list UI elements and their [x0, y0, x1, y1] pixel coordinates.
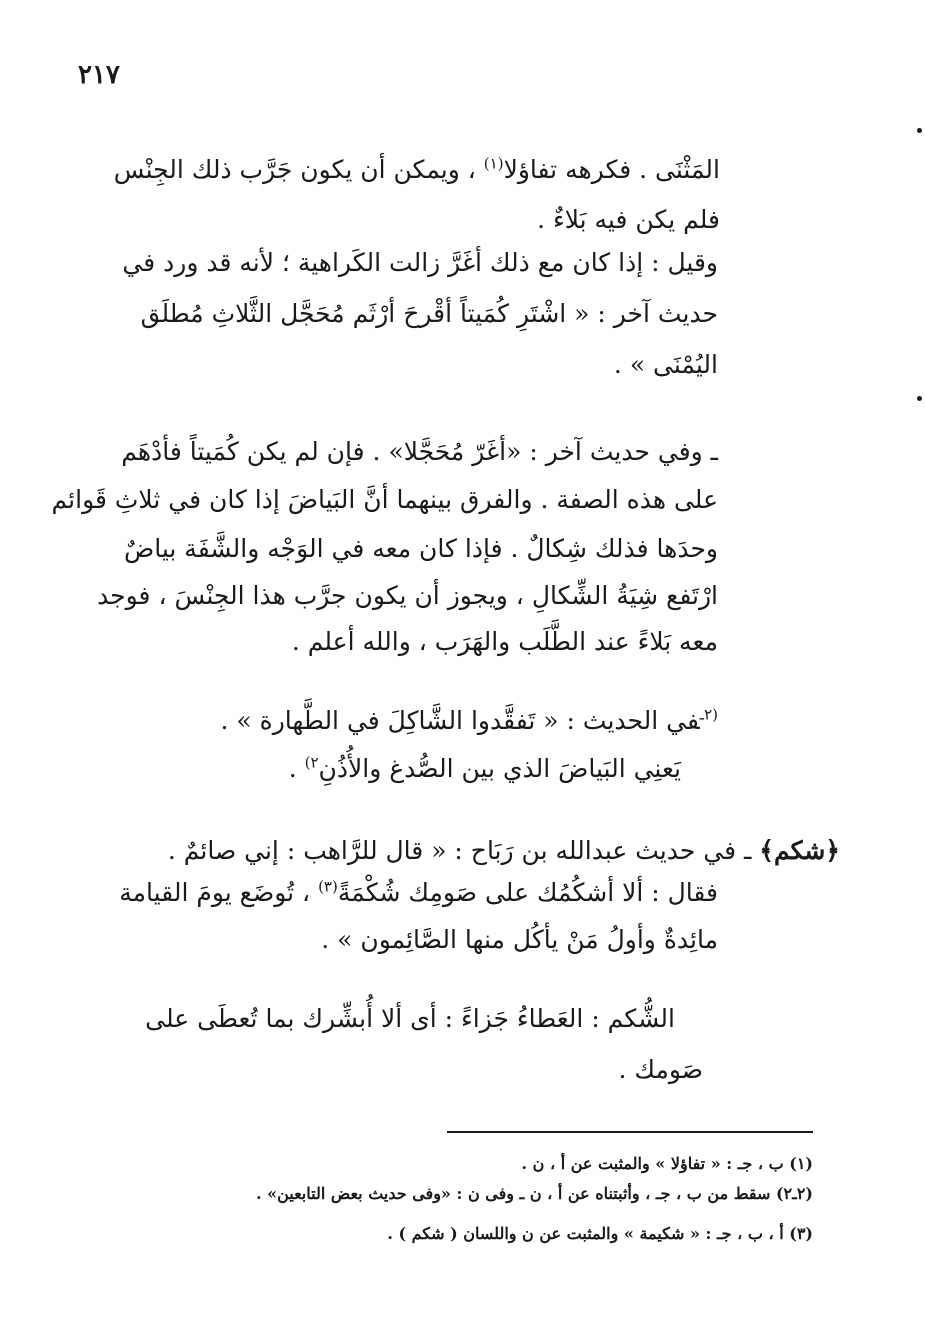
- text-line: [168, 831, 840, 871]
- text-segment: ، ويمكن أن يكون جَرَّب ذلك الجِنْس: [113, 155, 476, 184]
- footnote-ref: (٢ـ: [699, 705, 718, 724]
- text-line: [114, 150, 720, 190]
- text-line: حديث آخر : « اشْتَرِ كُمَيتاً أقْرحَ أرْثَم مُحَجَّل الثَّلاثِ مُطلَق: [140, 299, 718, 328]
- text-segment: فقال : ألا أشكُمُك على صَومِك شُكْمَةً: [337, 878, 718, 907]
- text-line: على هذه الصفة . والفرق بينهما أنَّ البَياضَ إذا كان في ثلاثِ قَوائم: [51, 485, 718, 514]
- text-segment: ، تُوضَع يومَ القيامة: [119, 878, 311, 907]
- margin-dot: [917, 128, 922, 133]
- text-line: الشُّكم : العَطاءُ جَزاءً : أى ألا أُبشِّرك بما تُعطَى على: [145, 1004, 675, 1033]
- text-segment: .: [288, 754, 305, 783]
- text-line: وقيل : إذا كان مع ذلك أغَرَّ زالت الكَراهية ؛ لأنه قد ورد في: [122, 248, 718, 277]
- text-line: [119, 873, 718, 913]
- page-number: ٢١٧: [78, 60, 120, 90]
- text-segment: المَثْنَى . فكرهه تفاؤلا: [503, 155, 720, 184]
- text-segment: في الحديث : « تَفقَّدوا الشَّاكِلَ في الطَّهارة » .: [220, 706, 700, 735]
- footnote-ref: ٢): [304, 753, 319, 772]
- text-line: مائِدةٌ وأولُ مَنْ يأكُل منها الصَّائِمون » .: [321, 925, 718, 954]
- footnote: (٢ـ٢) سقط من ب ، جـ ، وأثبتناه عن أ ، ن ـ وفى ن : «وفى حديث بعض التابعين» .: [255, 1184, 813, 1203]
- footnote: (٣) أ ، ب ، جـ : « شكيمة » والمثبت عن ن واللسان ( شكم ) .: [387, 1224, 813, 1243]
- margin-dot: [917, 396, 922, 401]
- entry-keyword: ﴿شكم﴾: [759, 836, 840, 865]
- footnote-rule: [447, 1131, 813, 1133]
- text-line: وحدَها فذلك شِكالٌ . فإذا كان معه في الوَجْه والشَّفَة بياضٌ: [124, 534, 718, 563]
- text-line: ـ وفي حديث آخر : «أغَرّ مُحَجَّلا» . فإن لم يكن كُمَيتاً فأدْهَم: [121, 437, 718, 466]
- text-line: اليُمْنَى » .: [613, 350, 718, 379]
- text-segment: يَعنِي البَياضَ الذي بين الصُّدغ والأُذُنِ: [318, 754, 681, 783]
- text-line: فلم يكن فيه بَلاءٌ .: [537, 205, 720, 234]
- text-line: معه بَلاءً عند الطَّلَب والهَرَب ، والله أعلم .: [291, 627, 718, 656]
- footnote-ref: (٣): [318, 877, 338, 896]
- footnote-ref: (١): [483, 154, 504, 173]
- text-line: صَومك .: [618, 1055, 703, 1084]
- text-segment: ـ في حديث عبدالله بن رَبَاح : « قال للرَّاهب : إني صائمٌ .: [167, 836, 752, 865]
- text-line: [220, 701, 718, 741]
- text-line: [289, 749, 681, 789]
- text-line: ارْتَفع شِيَةُ الشِّكالِ ، ويجوز أن يكون جرَّب هذا الجِنْسَ ، فوجد: [97, 581, 718, 610]
- footnote: (١) ب ، جـ : « تفاؤلا » والمثبت عن أ ، ن .: [521, 1154, 813, 1173]
